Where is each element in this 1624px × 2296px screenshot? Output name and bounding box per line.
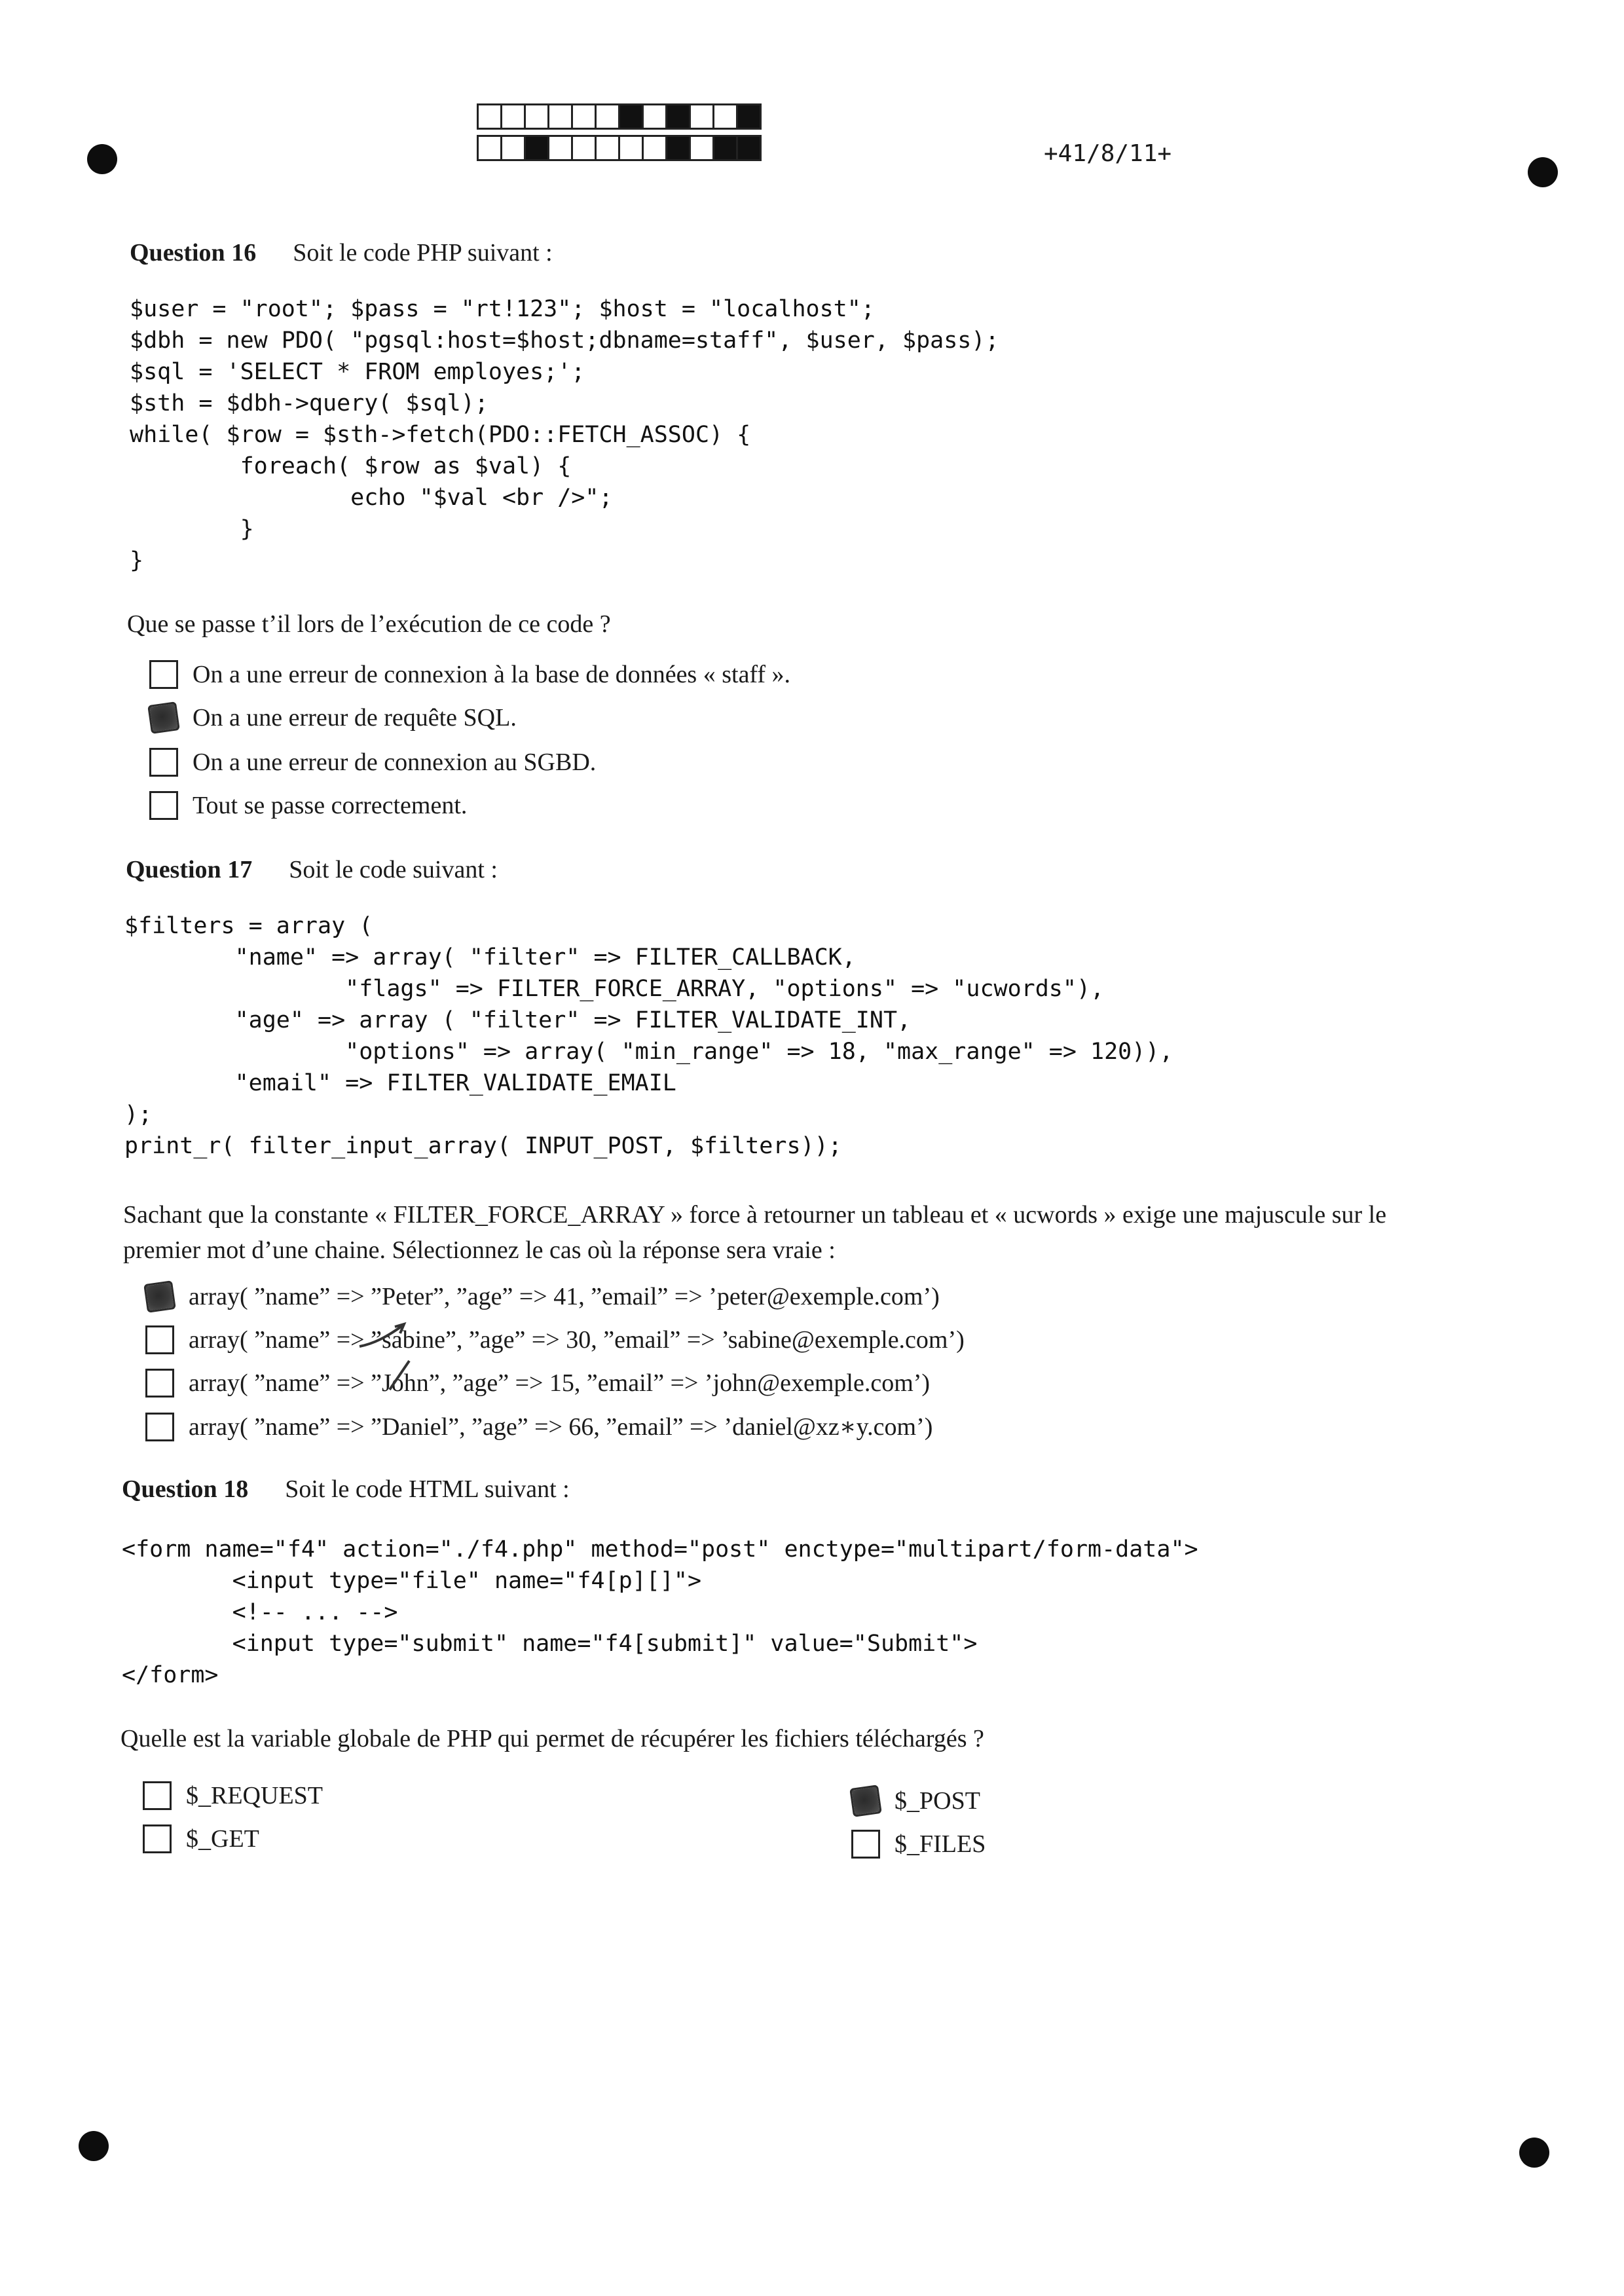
barcode-cell [500, 103, 526, 130]
q18-answer-files-checkbox[interactable] [851, 1830, 880, 1859]
q18-answer-files[interactable] [851, 1830, 986, 1859]
barcode-cell [477, 135, 502, 161]
barcode-cell [524, 135, 549, 161]
barcode-cell [595, 103, 620, 130]
question-17-label: Question 17 [126, 856, 253, 883]
q17-answer-2[interactable] [145, 1325, 965, 1354]
question-18-label: Question 18 [122, 1475, 249, 1503]
q18-answer-post-checkbox[interactable] [849, 1785, 882, 1817]
q17-answer-1[interactable] [145, 1282, 940, 1311]
barcode-cell [736, 103, 762, 130]
q17-answer-3-text: array( ”name” => ”John”, ”age” => 15, ”email” => ’john@exemple.com’) [189, 1369, 931, 1397]
q16-answer-4-text: Tout se passe correctement. [193, 792, 468, 819]
barcode-cell [618, 103, 644, 130]
question-17-prompt-line-1: Sachant que la constante « FILTER_FORCE_ARRAY » force à retourner un tableau et « ucwords » exige une majuscule sur le [123, 1201, 1387, 1229]
barcode-cell [547, 103, 573, 130]
barcode-cell [712, 103, 738, 130]
q18-answer-request[interactable] [143, 1781, 323, 1810]
question-17-prompt [123, 1197, 1386, 1268]
barcode-cell [500, 135, 526, 161]
q17-answer-2-text: array( ”name” => ”sabine”, ”age” => 30, ”email” => ’sabine@exemple.com’) [189, 1326, 965, 1354]
pencil-stroke-mark [357, 1320, 409, 1360]
q17-answer-1-text: array( ”name” => ”Peter”, ”age” => 41, ”email” => ’peter@exemple.com’) [189, 1283, 940, 1310]
q16-answer-3[interactable] [149, 748, 596, 777]
registration-dot-top-left [87, 144, 117, 174]
question-17-code: $filters = array ( "name" => array( "filter" => FILTER_CALLBACK, "flags" => FILTER_FORCE_ARRAY, "options" => "ucwords"), "age" => array ( "filter" => FILTER_VALIDATE_INT, "options" => array( "min_range" => 18, "max_range" => 120)), "email" => FILTER_VALIDATE_EMAIL ); print_r( filter_input_array( INPUT_POST, $filters)); [124, 913, 1173, 1159]
q17-answer-3[interactable] [145, 1369, 930, 1398]
barcode-cell [736, 135, 762, 161]
q18-answer-get[interactable] [143, 1824, 259, 1853]
barcode-cell [571, 135, 597, 161]
q16-answer-4[interactable] [149, 791, 467, 820]
barcode-row-1 [477, 103, 760, 130]
barcode-cell [477, 103, 502, 130]
q17-answer-4[interactable] [145, 1412, 932, 1441]
barcode-cell [689, 103, 714, 130]
question-16-header [130, 238, 553, 267]
q18-answer-post[interactable] [851, 1787, 980, 1815]
q18-answer-request-text: $_REQUEST [186, 1782, 323, 1809]
barcode-cell [547, 135, 573, 161]
q18-answer-post-text: $_POST [895, 1787, 980, 1815]
q17-answer-4-text: array( ”name” => ”Daniel”, ”age” => 66, ”email” => ’daniel@xz∗y.com’) [189, 1413, 933, 1441]
question-18-header [122, 1475, 570, 1504]
question-17-prompt-line-2: premier mot d’une chaine. Sélectionnez le cas où la réponse sera vraie : [123, 1236, 836, 1264]
registration-dot-bottom-right [1519, 2138, 1549, 2168]
barcode-cell [571, 103, 597, 130]
q16-answer-1-text: On a une erreur de connexion à la base de données « staff ». [193, 661, 791, 688]
registration-dot-bottom-left [79, 2131, 109, 2161]
barcode-cell [665, 135, 691, 161]
q18-answer-get-text: $_GET [186, 1825, 259, 1853]
question-17-header [126, 855, 498, 884]
question-18-code: <form name="f4" action="./f4.php" method="post" enctype="multipart/form-data"> <input type="file" name="f4[p][]"> <!-- ... --> <input type="submit" name="f4[submit]" value="Submit"> </form> [122, 1536, 1198, 1688]
barcode-cell [689, 135, 714, 161]
q17-answer-2-checkbox[interactable] [145, 1325, 174, 1354]
barcode-cell [595, 135, 620, 161]
q16-answer-3-checkbox[interactable] [149, 748, 178, 777]
q17-answer-3-checkbox[interactable] [145, 1369, 174, 1398]
q16-answer-1-checkbox[interactable] [149, 660, 178, 689]
barcode-cell [665, 103, 691, 130]
q16-answer-4-checkbox[interactable] [149, 791, 178, 820]
question-18-prompt: Quelle est la variable globale de PHP qui permet de récupérer les fichiers téléchargés ? [120, 1725, 984, 1752]
q18-answer-files-text: $_FILES [895, 1830, 986, 1858]
q18-answer-request-checkbox[interactable] [143, 1781, 172, 1810]
page-code: +41/8/11+ [1044, 140, 1172, 167]
question-16-prompt: Que se passe t’il lors de l’exécution de ce code ? [127, 610, 611, 638]
question-18-intro: Soit le code HTML suivant : [285, 1475, 570, 1503]
barcode-cell [642, 135, 667, 161]
q16-answer-2[interactable] [149, 703, 517, 732]
q17-answer-4-checkbox[interactable] [145, 1413, 174, 1441]
barcode-cell [524, 103, 549, 130]
q16-answer-2-checkbox[interactable] [147, 701, 180, 734]
q16-answer-2-text: On a une erreur de requête SQL. [193, 704, 517, 731]
q17-answer-1-checkbox[interactable] [143, 1280, 176, 1313]
question-16-intro: Soit le code PHP suivant : [293, 239, 553, 267]
question-16-label: Question 16 [130, 239, 257, 267]
barcode-cell [712, 135, 738, 161]
q16-answer-3-text: On a une erreur de connexion au SGBD. [193, 749, 597, 776]
registration-dot-top-right [1528, 157, 1558, 187]
pencil-stroke-mark [383, 1357, 422, 1396]
question-17-intro: Soit le code suivant : [289, 856, 498, 883]
barcode-cell [618, 135, 644, 161]
q16-answer-1[interactable] [149, 660, 790, 689]
barcode-cell [642, 103, 667, 130]
question-16-code: $user = "root"; $pass = "rt!123"; $host = "localhost"; $dbh = new PDO( "pgsql:host=$host;dbname=staff", $user, $pass); $sql = 'SELECT * FROM employes;'; $sth = $dbh->query( $sql); while( $row = $sth->fetch(PDO::FETCH_ASSOC) { foreach( $row as $val) { echo "$val <br />"; } } [130, 296, 999, 574]
barcode-row-2 [477, 135, 760, 161]
q18-answer-get-checkbox[interactable] [143, 1824, 172, 1853]
